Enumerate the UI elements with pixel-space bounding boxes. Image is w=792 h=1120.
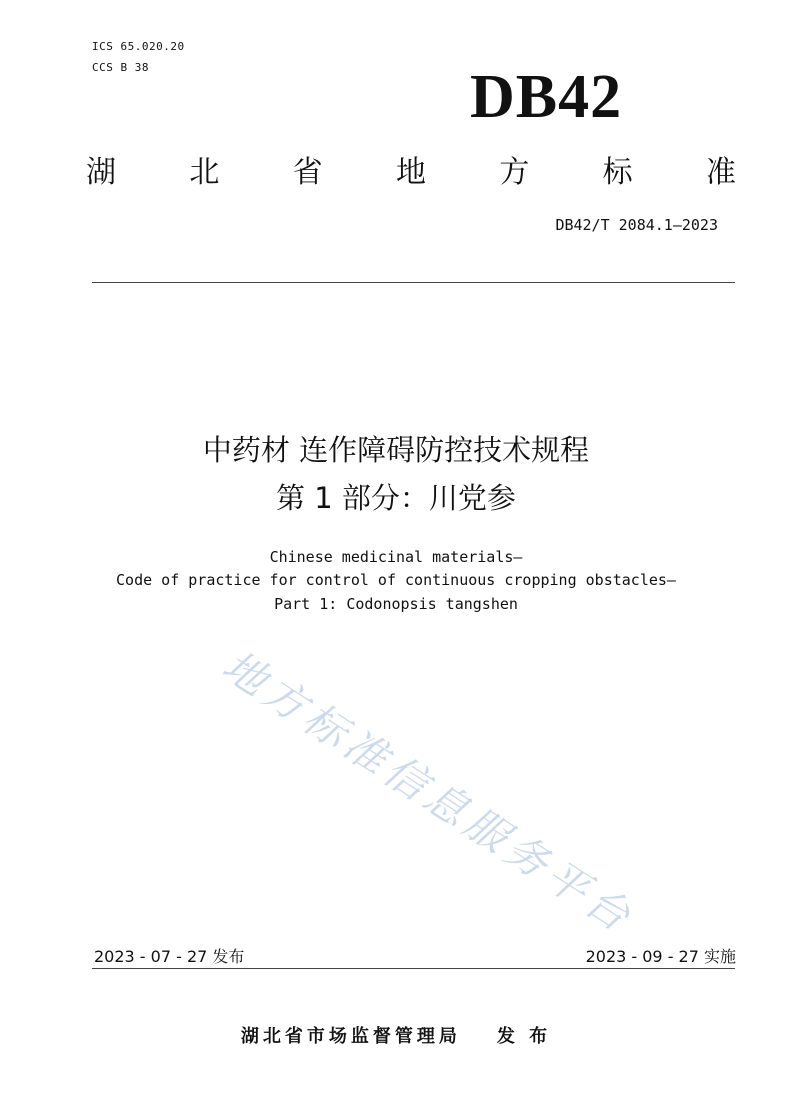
english-title-line-3: Part 1: Codonopsis tangshen xyxy=(274,595,518,613)
issuer-action: 发 布 xyxy=(496,1026,552,1047)
chinese-title-line-2: 第 1 部分：川党参 xyxy=(276,481,516,515)
watermark: 地方标准信息服务平台 xyxy=(214,640,644,944)
ccs-code: CCS B 38 xyxy=(92,61,149,74)
header-divider xyxy=(92,282,735,283)
english-title-line-1: Chinese medicinal materials— xyxy=(269,548,523,566)
implementation-date: 2023 - 09 - 27 实施 xyxy=(585,947,736,966)
standard-type-char: 北 xyxy=(189,155,220,190)
standard-code-logo: DB42 xyxy=(470,63,623,131)
footer-divider xyxy=(92,968,735,969)
standard-type-char: 湖 xyxy=(86,155,116,190)
standard-type-heading xyxy=(86,150,736,196)
standard-type-char: 标 xyxy=(602,155,633,190)
english-title-line-2: Code of practice for control of continuous cropping obstacles— xyxy=(116,571,676,589)
issuer-line xyxy=(0,1022,792,1048)
chinese-title-line-1: 中药材 连作障碍防控技术规程 xyxy=(202,433,590,467)
standard-type-char: 地 xyxy=(395,155,426,190)
standard-type-char: 方 xyxy=(499,155,530,190)
standard-number: DB42/T 2084.1—2023 xyxy=(555,216,718,234)
issue-date: 2023 - 07 - 27 发布 xyxy=(94,947,245,966)
issuer-name: 湖北省市场监督管理局 xyxy=(240,1026,461,1047)
standard-type-char: 准 xyxy=(705,155,736,190)
ics-code: ICS 65.020.20 xyxy=(92,40,185,53)
standard-type-char: 省 xyxy=(292,155,323,190)
